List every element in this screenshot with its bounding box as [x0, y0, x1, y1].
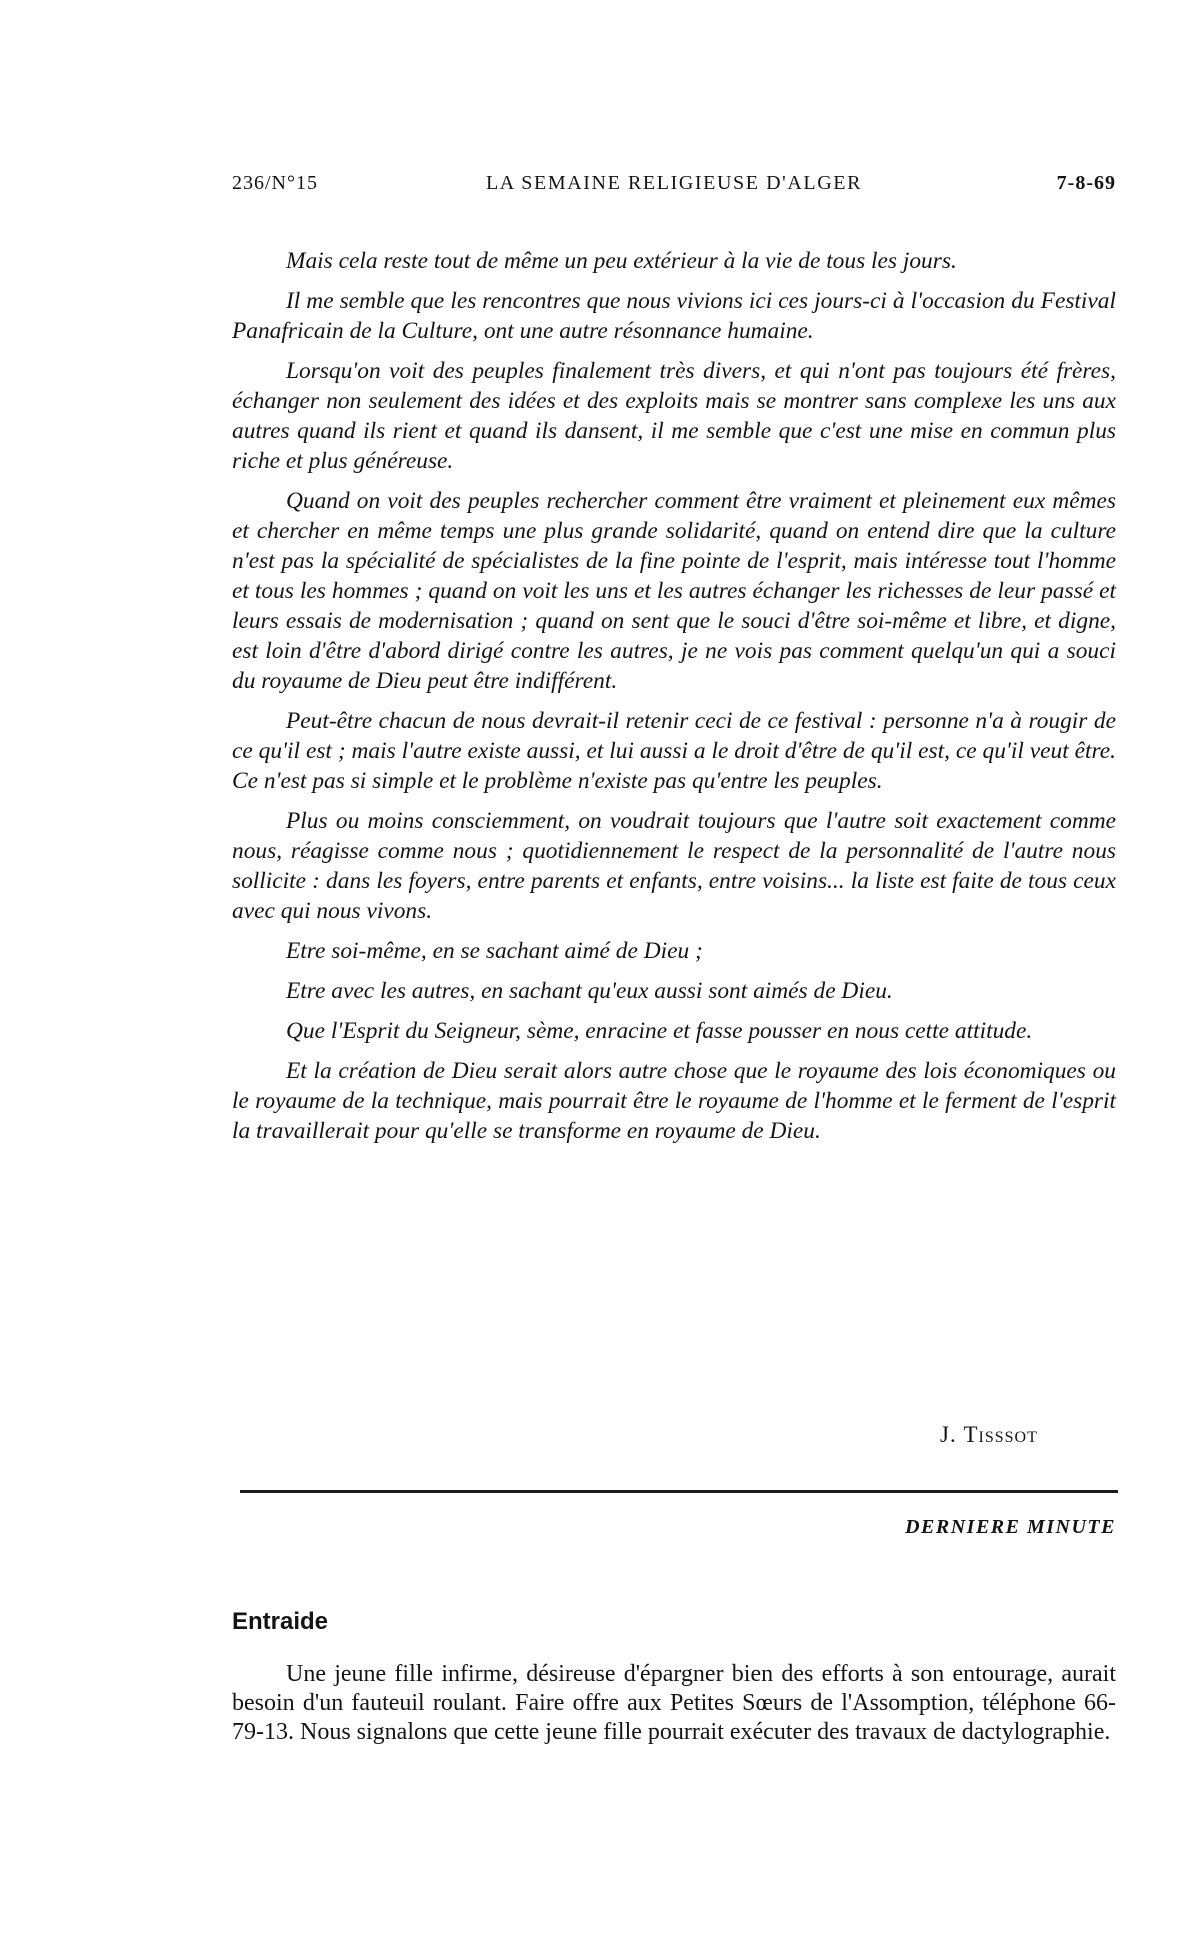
author-initial: J.: [940, 1422, 964, 1447]
article-paragraph: Mais cela reste tout de même un peu extérieur à la vie de tous les jours.: [286, 248, 957, 274]
section-divider: [240, 1490, 1118, 1493]
article-paragraph: Quand on voit des peuples rechercher comment être vraiment et pleinement eux mêmes et chercher en même temps une plus grande solidarité, quand on entend dire que la culture n'est pas la spécialité de spécialistes de la fine pointe de l'esprit, mais intéresse tout l'homme et tous les hommes ; quand on voit les uns et les autres échanger les richesses de leur passé et leurs essais de modernisation ; quand on sent que le souci d'être soi-même et libre, et digne, est loin d'être d'abord dirigé contre les autres, je ne vois pas comment quelqu'un qui a souci du royaume de Dieu peut être indifférent.: [232, 488, 1116, 694]
late-news-label: DERNIERE MINUTE: [905, 1516, 1116, 1538]
article-body: [232, 246, 1116, 1156]
article-paragraph: Peut-être chacun de nous devrait-il retenir ceci de ce festival : personne n'a à rougir de ce qu'il est ; mais l'autre existe aussi, et lui aussi a le droit d'être de qu'il est, ce qu'il veut être. Ce n'est pas si simple et le problème n'existe pas qu'entre les peuples.: [232, 708, 1116, 794]
issue-date: 7-8-69: [1056, 172, 1116, 194]
author-name: Tisssot: [963, 1422, 1038, 1447]
article-paragraph: Plus ou moins consciemment, on voudrait toujours que l'autre soit exactement comme nous, réagisse comme nous ; quotidiennement le respect de la personnalité de l'autre nous sollicite : dans les foyers, entre parents et enfants, entre voisins... la liste est faite de tous ceux avec qui nous vivons.: [232, 808, 1116, 924]
publication-title: LA SEMAINE RELIGIEUSE D'ALGER: [485, 172, 863, 194]
article-paragraph: Et la création de Dieu serait alors autre chose que le royaume des lois économiques ou le royaume de la technique, mais pourrait être le royaume de l'homme et le ferment de l'esprit la travaillerait pour qu'elle se transforme en royaume de Dieu.: [232, 1058, 1116, 1144]
page-number: 236/N°15: [232, 172, 318, 194]
section-title: Entraide: [232, 1608, 329, 1635]
author-signature: [940, 1422, 1038, 1448]
article-paragraph: Lorsqu'on voit des peuples finalement très divers, et qui n'ont pas toujours été frères, échanger non seulement des idées et des exploits mais se montrer sans complexe les uns aux autres quand ils rient et quand ils dansent, il me semble que c'est une mise en commun plus riche et plus généreuse.: [232, 358, 1116, 474]
article-paragraph: Etre soi-même, en se sachant aimé de Dieu ;: [286, 938, 703, 964]
late-news-body: Une jeune fille infirme, désireuse d'épargner bien des efforts à son entourage, aurait besoin d'un fauteuil roulant. Faire offre aux Petites Sœurs de l'Assomption, téléphone 66-79-13. Nous signalons que cette jeune fille pourrait exécuter des travaux de dactylographie.: [232, 1661, 1116, 1745]
article-paragraph: Que l'Esprit du Seigneur, sème, enracine et fasse pousser en nous cette attitude.: [286, 1018, 1033, 1044]
article-paragraph: Il me semble que les rencontres que nous vivions ici ces jours-ci à l'occasion du Festival Panafricain de la Culture, ont une autre résonnance humaine.: [232, 288, 1116, 344]
article-paragraph: Etre avec les autres, en sachant qu'eux aussi sont aimés de Dieu.: [286, 978, 893, 1004]
